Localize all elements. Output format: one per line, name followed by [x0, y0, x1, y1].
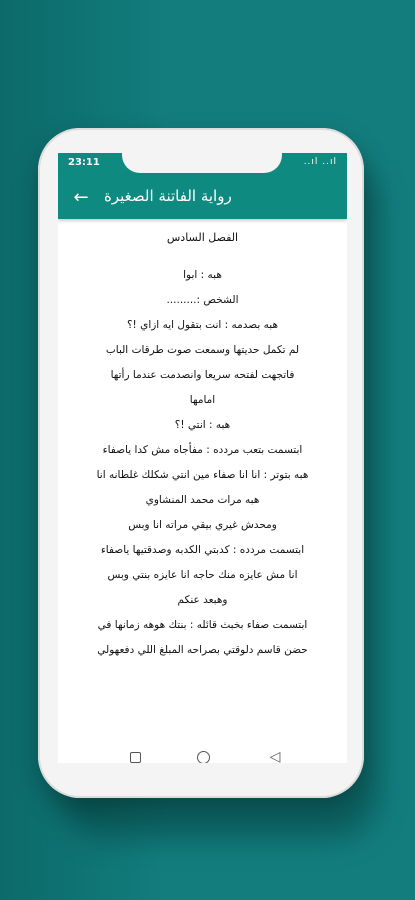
- story-line: ابتسمت صفاء بخبث قائله : بنتك هوهه زمانها في: [97, 619, 308, 631]
- story-line: حضن قاسم دلوقتي بصراحه المبلغ اللي دفعهولي: [97, 644, 308, 656]
- home-icon[interactable]: [189, 745, 217, 763]
- story-line: فاتجهت لفتحه سريعا وانصدمت عندما رأتها: [110, 369, 295, 381]
- chapter-title: الفصل السادس: [166, 231, 239, 244]
- back-arrow-icon[interactable]: ←: [73, 186, 89, 208]
- story-line: امامها: [189, 394, 216, 406]
- story-line: ابتسمت بتعب مردده : مفأجاه مش كدا ياصفاء: [102, 444, 303, 456]
- recent-apps-icon[interactable]: [121, 745, 149, 763]
- app-title: رواية الفاتنة الصغيرة: [104, 187, 232, 205]
- story-line: الشخص :.........: [166, 294, 239, 306]
- story-line: هبه مرات محمد المنشاوي: [145, 494, 260, 506]
- story-line: هبه بصدمه : انت بتقول ايه ازاي !؟: [126, 319, 278, 331]
- story-line: لم تكمل حديتها وسمعت صوت طرقات الباب: [105, 344, 300, 356]
- story-content: [58, 219, 347, 709]
- system-nav-bar: [58, 745, 347, 763]
- story-line: وهبعد عنكم: [177, 594, 228, 606]
- story-line: هبه : ابوا: [183, 269, 222, 281]
- back-triangle-icon[interactable]: ◁: [269, 749, 281, 763]
- story-line: هبه : انتي !؟: [174, 419, 231, 431]
- camera-notch: [122, 153, 282, 173]
- phone-screen: [58, 153, 347, 763]
- status-bar: [58, 153, 347, 175]
- story-text: [58, 263, 347, 663]
- app-bar: [58, 175, 347, 219]
- story-line: انا مش عايزه منك حاجه انا عايزه بنتي وبس: [107, 569, 298, 581]
- status-time: 23:11: [68, 157, 100, 168]
- story-line: هبه بتوتر : انا انا صفاء مين انتي شكلك غلطانه انا: [96, 469, 309, 481]
- story-line: ابتسمت مردده : كدبتي الكدبه وصدقتيها ياصفاء: [100, 544, 305, 556]
- signal-icon: ..ıl ..ıl: [303, 157, 337, 167]
- story-line: ومحدش غيري بيقي مراته انا وبس: [128, 519, 277, 531]
